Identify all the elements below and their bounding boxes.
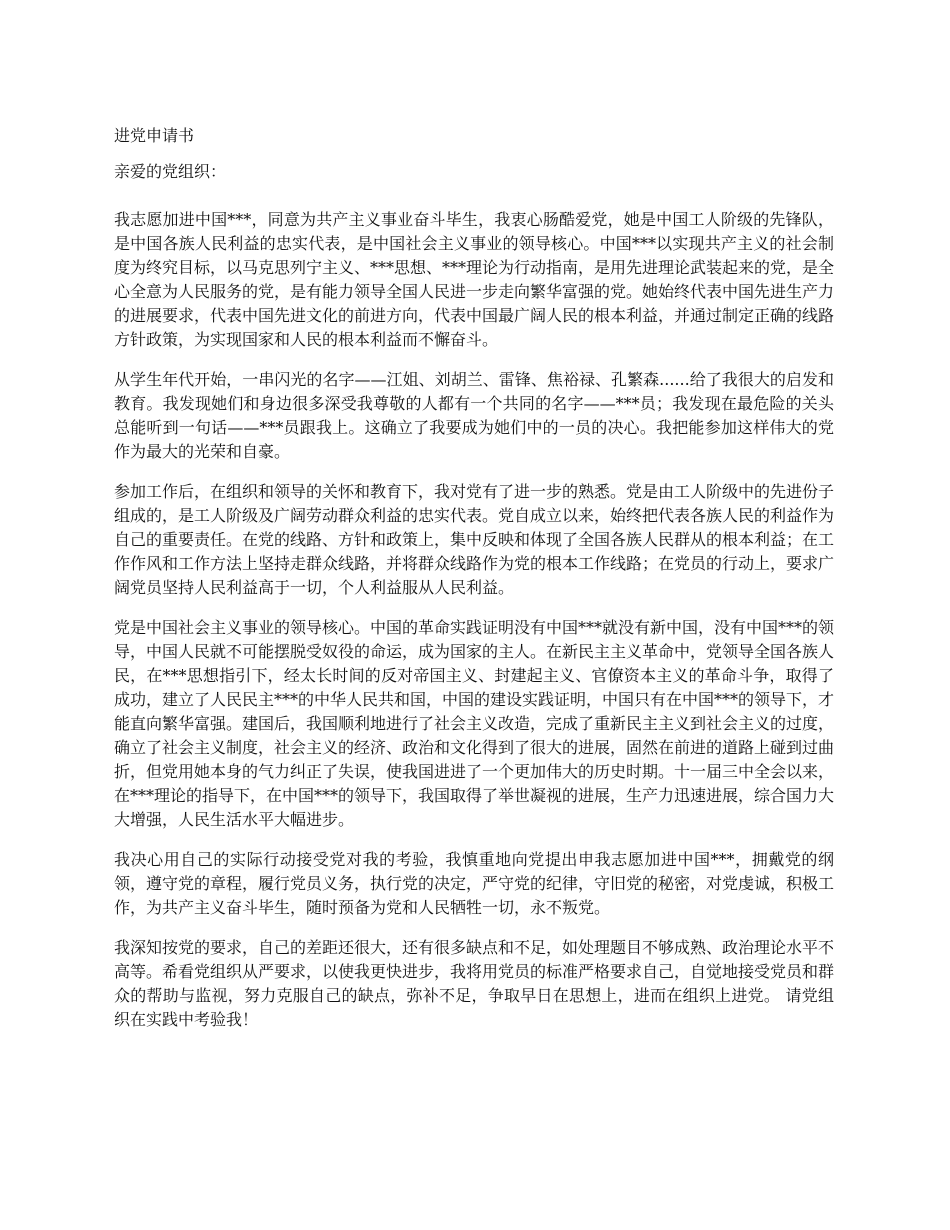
paragraph-5: 我决心用自己的实际行动接受党对我的考验，我慎重地向党提出申我志愿加进中国***，拥戴党的纲领，遵守党的章程，履行党员义务，执行党的决定，严守党的纪律，守旧党的秘密，对党虔诚，积极工作，为共产主义奋斗毕生，随时预备为党和人民牺牲一切，永不叛党。 [114,850,835,917]
paragraph-1: 我志愿加进中国***，同意为共产主义事业奋斗毕生，我衷心肠酷爱党，她是中国工人阶级的先锋队，是中国各族人民利益的忠实代表，是中国社会主义事业的领导核心。中国***以实现共产主义的社会制度为终究目标，以马克思列宁主义、***思想、***理论为行动指南，是用先进理论武装起来的党，是全心全意为人民服务的党，是有能力领导全国人民进一步走向繁华富强的党。她始终代表中国先进生产力的进展要求，代表中国先进文化的前进方向，代表中国最广阔人民的根本利益，并通过制定正确的线路方针政策，为实现国家和人民的根本利益而不懈奋斗。 [114,210,835,349]
paragraph-3: 参加工作后，在组织和领导的关怀和教育下，我对党有了进一步的熟悉。党是由工人阶级中的先进份子组成的，是工人阶级及广阔劳动群众利益的忠实代表。党自成立以来，始终把代表各族人民的利益作为自己的重要责任。在党的线路、方针和政策上，集中反映和体现了全国各族人民群从的根本利益；在工作作风和工作方法上坚持走群众线路，并将群众线路作为党的根本工作线路；在党员的行动上，要求广阔党员坚持人民利益高于一切，个人利益服从人民利益。 [114,482,835,597]
paragraph-4: 党是中国社会主义事业的领导核心。中国的革命实践证明没有中国***就没有新中国，没有中国***的领导，中国人民就不可能摆脱受奴役的命运，成为国家的主人。在新民主主义革命中，党领导全国各族人民，在***思想指引下，经太长时间的反对帝国主义、封建起主义、官僚资本主义的革命斗争，取得了成功，建立了人民民主***的中华人民共和国，中国的建设实践证明，中国只有在中国***的领导下，才能直向繁华富强。建国后，我国顺利地进行了社会主义改造，完成了重新民主主义到社会主义的过度，确立了社会主义制度，社会主义的经济、政治和文化得到了很大的进展，固然在前进的道路上碰到过曲折，但党用她本身的气力纠正了失误，使我国进进了一个更加伟大的历史时期。十一届三中全会以来，在***理论的指导下，在中国***的领导下，我国取得了举世凝视的进展，生产力迅速进展，综合国力大大增强，人民生活水平大幅进步。 [114,618,835,829]
salutation: 亲爱的党组织： [114,162,227,181]
document-title: 进党申请书 [114,126,195,145]
paragraph-6: 我深知按党的要求，自己的差距还很大，还有很多缺点和不足，如处理题目不够成熟、政治理论水平不高等。希看党组织从严要求，以使我更快进步，我将用党员的标准严格要求自己，自觉地接受党员和群众的帮助与监视，努力克服自己的缺点，弥补不足，争取早日在思想上，进而在组织上进党。 请党组织在实践中考验我！ [114,938,835,1029]
paragraph-2: 从学生年代开始，一串闪光的名字——江姐、刘胡兰、雷锋、焦裕禄、孔繁森......给了我很大的启发和教育。我发现她们和身边很多深受我尊敬的人都有一个共同的名字——***员；我发现在最危险的关头总能听到一句话——***员跟我上。这确立了我要成为她们中的一员的决心。我把能参加这样伟大的党作为最大的光荣和自豪。 [114,370,834,461]
document-page [114,124,834,1048]
